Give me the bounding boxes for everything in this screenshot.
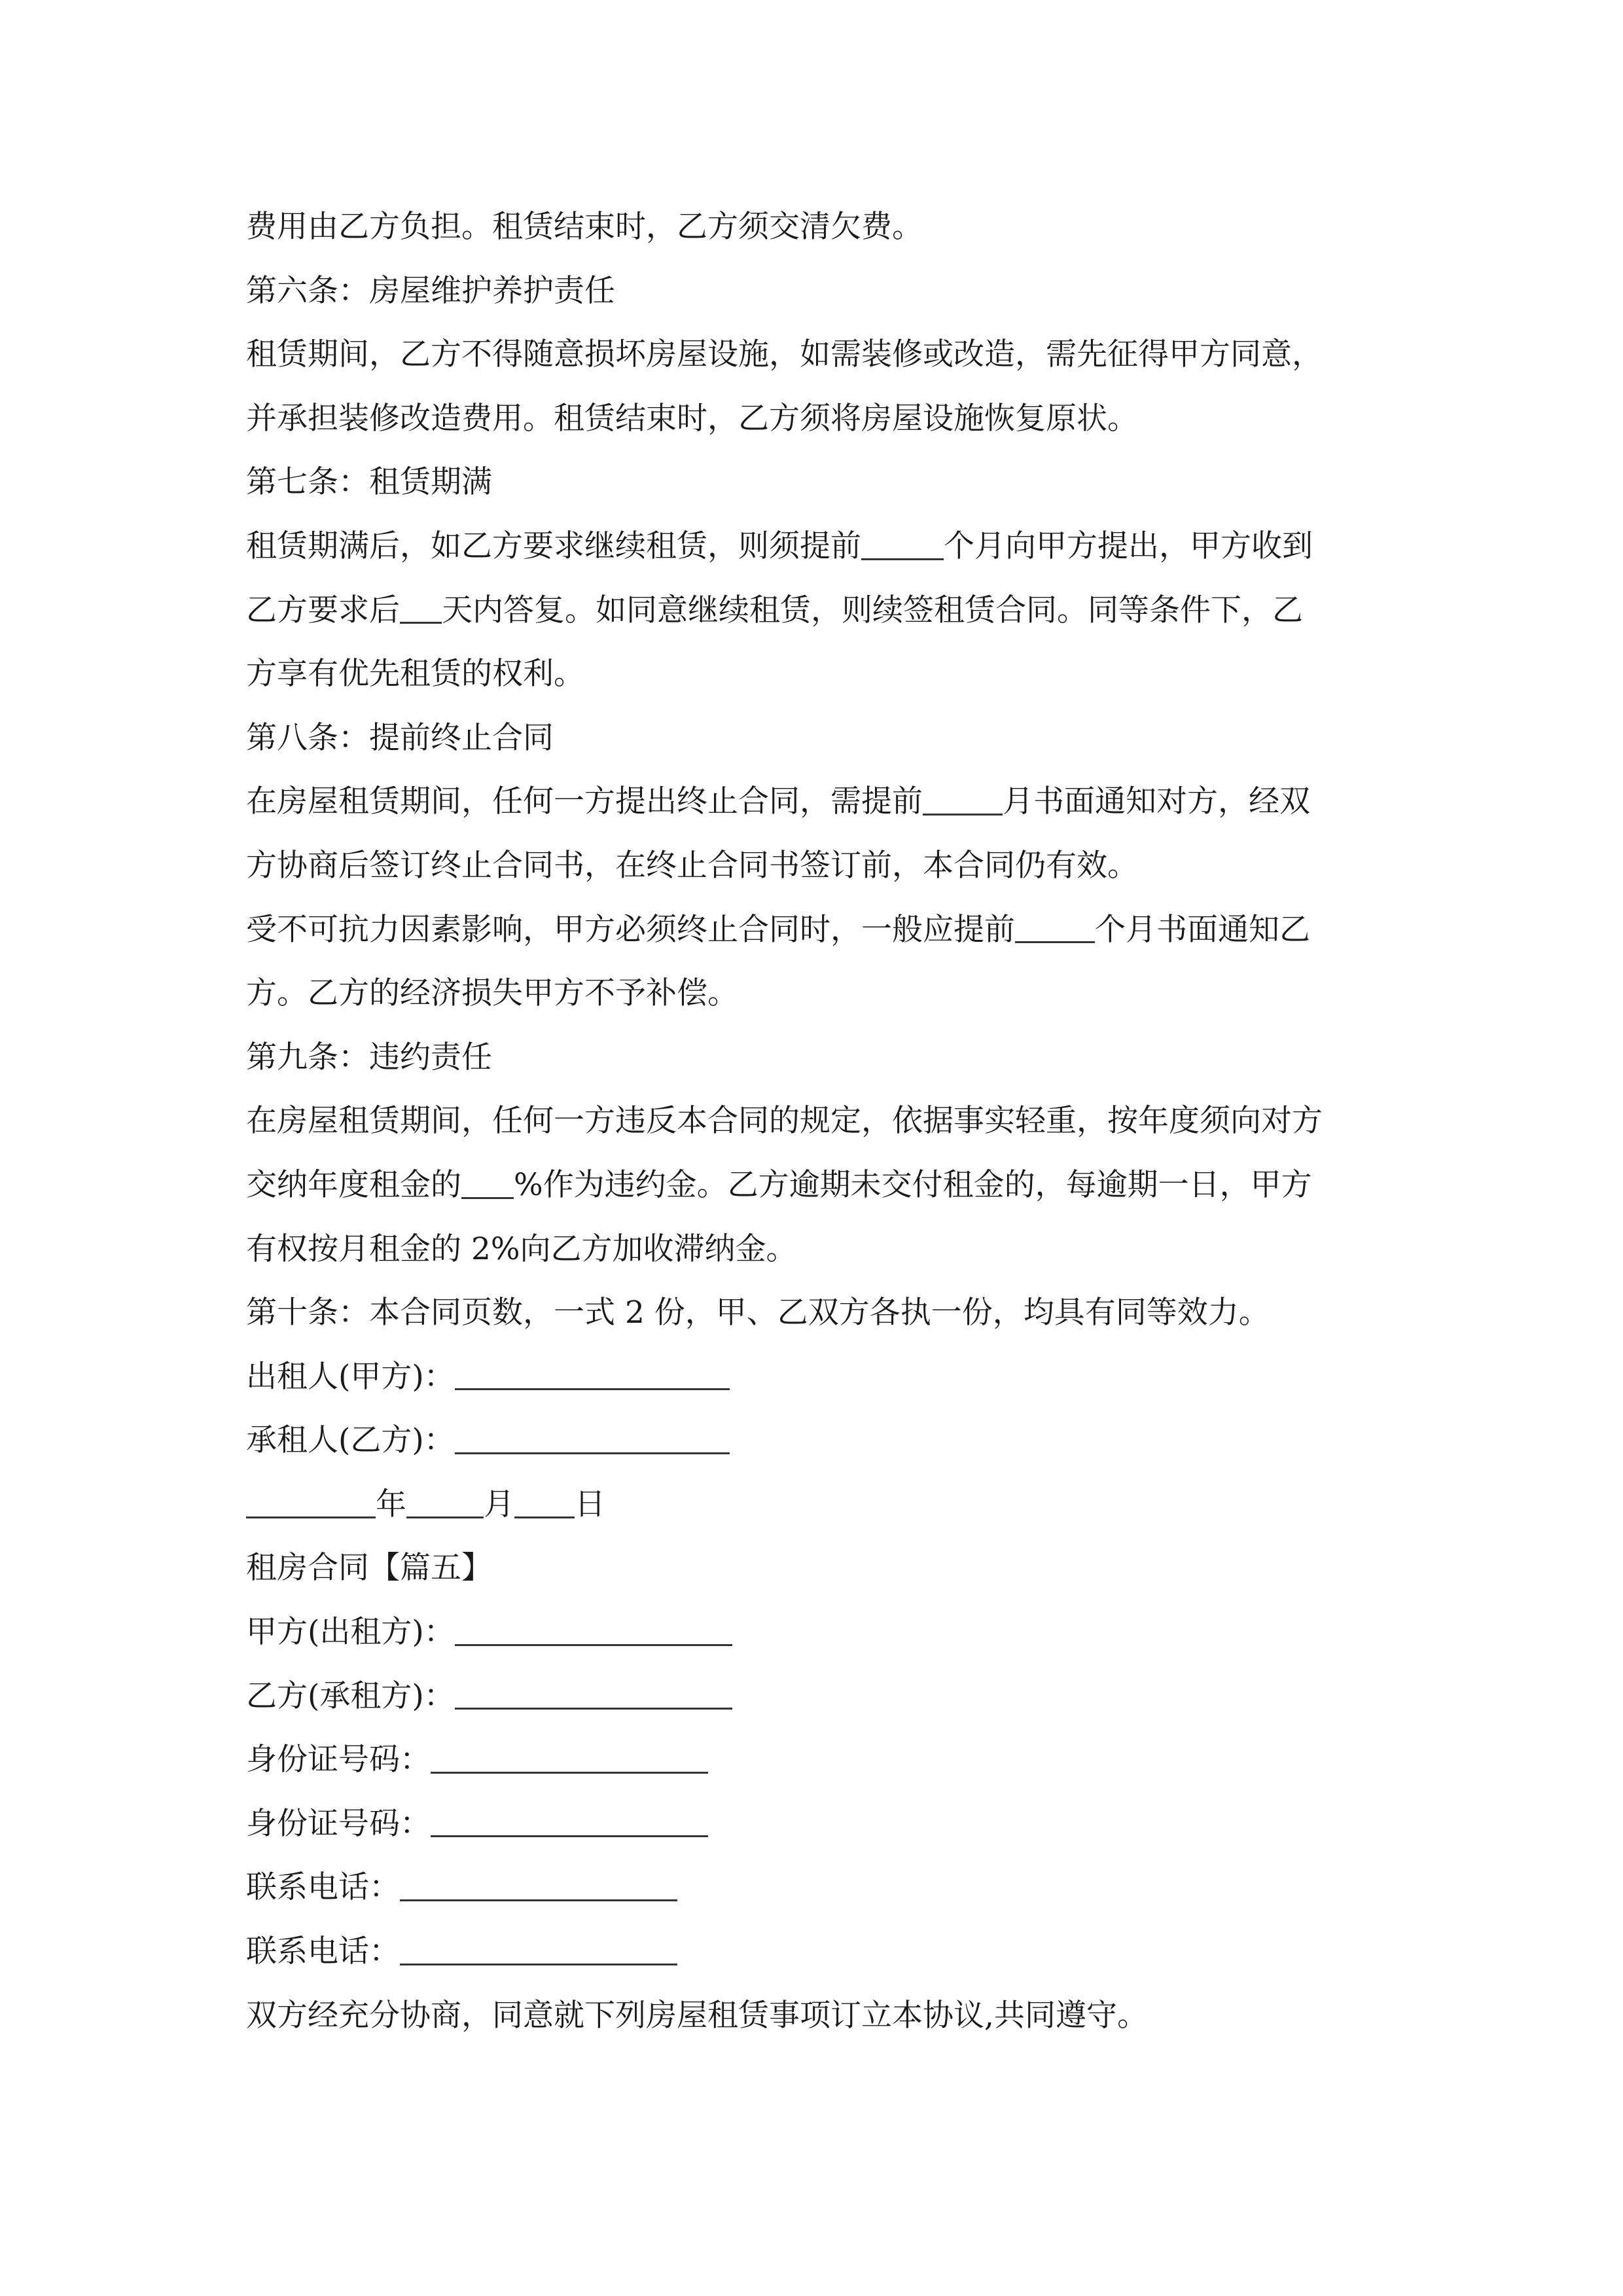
article-10-heading: 第十条：本合同页数，一式 2 份，甲、乙双方各执一份，均具有同等效力。	[246, 1295, 1270, 1331]
field-label: 出租人(甲方)：	[246, 1358, 455, 1395]
article-7-heading: 第七条：租赁期满	[246, 464, 492, 501]
lessor-signature-line	[246, 1345, 1398, 1409]
date-year-label: 年	[376, 1486, 406, 1522]
lessee-signature-field[interactable]	[455, 1422, 730, 1454]
date-month-field[interactable]	[406, 1486, 484, 1518]
party-b-line	[246, 1664, 1398, 1729]
blank-field-days[interactable]	[400, 591, 442, 624]
phone-line	[246, 1856, 1398, 1920]
party-b-field[interactable]	[455, 1677, 732, 1710]
date-day-field[interactable]	[514, 1486, 575, 1518]
date-day-label: 日	[575, 1486, 605, 1522]
text-segment: 天内答复。如同意继续租赁，则续签租赁合同。同等条件下，乙	[442, 592, 1303, 628]
paragraph-line: 在房屋租赁期间，任何一方违反本合同的规定，依据事实轻重，按年度须向对方	[246, 1103, 1323, 1139]
text-segment: 个月向甲方提出，甲方收到	[944, 528, 1313, 564]
date-line	[246, 1473, 1398, 1537]
paragraph-line: 双方经充分协商，同意就下列房屋租赁事项订立本协议,共同遵守。	[246, 1997, 1148, 2034]
party-a-field[interactable]	[455, 1613, 732, 1646]
text-segment: 在房屋租赁期间，任何一方提出终止合同，需提前	[246, 783, 923, 820]
paragraph-line	[246, 579, 1398, 643]
text-segment: 租赁期满后，如乙方要求继续租赁，则须提前	[246, 528, 861, 564]
field-label: 联系电话：	[246, 1869, 400, 1906]
text-segment: %作为违约金。乙方逾期未交付租金的，每逾期一日，甲方	[514, 1166, 1312, 1203]
paragraph-line: 并承担装修改造费用。租赁结束时，乙方须将房屋设施恢复原状。	[246, 400, 1138, 437]
text-segment: 受不可抗力因素影响，甲方必须终止合同时，一般应提前	[246, 911, 1015, 948]
field-label: 甲方(出租方)：	[246, 1614, 455, 1651]
field-label: 身份证号码：	[246, 1742, 431, 1778]
paragraph-line: 有权按月租金的 2%向乙方加收滞纳金。	[246, 1230, 797, 1267]
text-segment: 月书面通知对方，经双	[1003, 783, 1310, 820]
paragraph-line: 方协商后签订终止合同书，在终止合同书签订前，本合同仍有效。	[246, 847, 1138, 884]
phone-field[interactable]	[400, 1869, 677, 1901]
paragraph-line	[246, 514, 1398, 579]
contract-text	[246, 195, 1398, 2047]
blank-field-notice-months[interactable]	[923, 783, 1003, 816]
field-label: 乙方(承租方)：	[246, 1677, 455, 1714]
section-title: 租房合同【篇五】	[246, 1550, 492, 1587]
phone-field[interactable]	[400, 1933, 677, 1965]
blank-field-months[interactable]	[861, 528, 944, 560]
text-segment: 个月书面通知乙	[1095, 911, 1310, 948]
field-label: 联系电话：	[246, 1933, 400, 1970]
paragraph-line	[246, 898, 1398, 962]
paragraph-line	[246, 770, 1398, 834]
article-8-heading: 第八条：提前终止合同	[246, 719, 554, 756]
paragraph-line: 费用由乙方负担。租赁结束时，乙方须交清欠费。	[246, 209, 923, 245]
id-number-field[interactable]	[431, 1804, 708, 1837]
blank-field-force-majeure-months[interactable]	[1015, 910, 1095, 943]
paragraph-line: 租赁期间，乙方不得随意损坏房屋设施，如需装修或改造，需先征得甲方同意，	[246, 336, 1323, 373]
id-number-field[interactable]	[431, 1741, 708, 1774]
party-a-line	[246, 1600, 1398, 1664]
paragraph-line	[246, 1153, 1398, 1217]
field-label: 承租人(乙方)：	[246, 1422, 455, 1459]
blank-field-penalty-percent[interactable]	[461, 1166, 514, 1199]
text-segment: 乙方要求后	[246, 592, 400, 628]
text-segment: 交纳年度租金的	[246, 1166, 461, 1203]
lessee-signature-line	[246, 1408, 1398, 1473]
phone-line	[246, 1920, 1398, 1984]
date-month-label: 月	[484, 1486, 514, 1522]
date-year-field[interactable]	[246, 1486, 376, 1518]
field-label: 身份证号码：	[246, 1805, 431, 1842]
paragraph-line: 方。乙方的经济损失甲方不予补偿。	[246, 975, 738, 1012]
id-number-line	[246, 1792, 1398, 1856]
lessor-signature-field[interactable]	[455, 1357, 730, 1390]
paragraph-line: 方享有优先租赁的权利。	[246, 656, 584, 692]
article-6-heading: 第六条：房屋维护养护责任	[246, 272, 615, 309]
id-number-line	[246, 1728, 1398, 1792]
article-9-heading: 第九条：违约责任	[246, 1039, 492, 1075]
